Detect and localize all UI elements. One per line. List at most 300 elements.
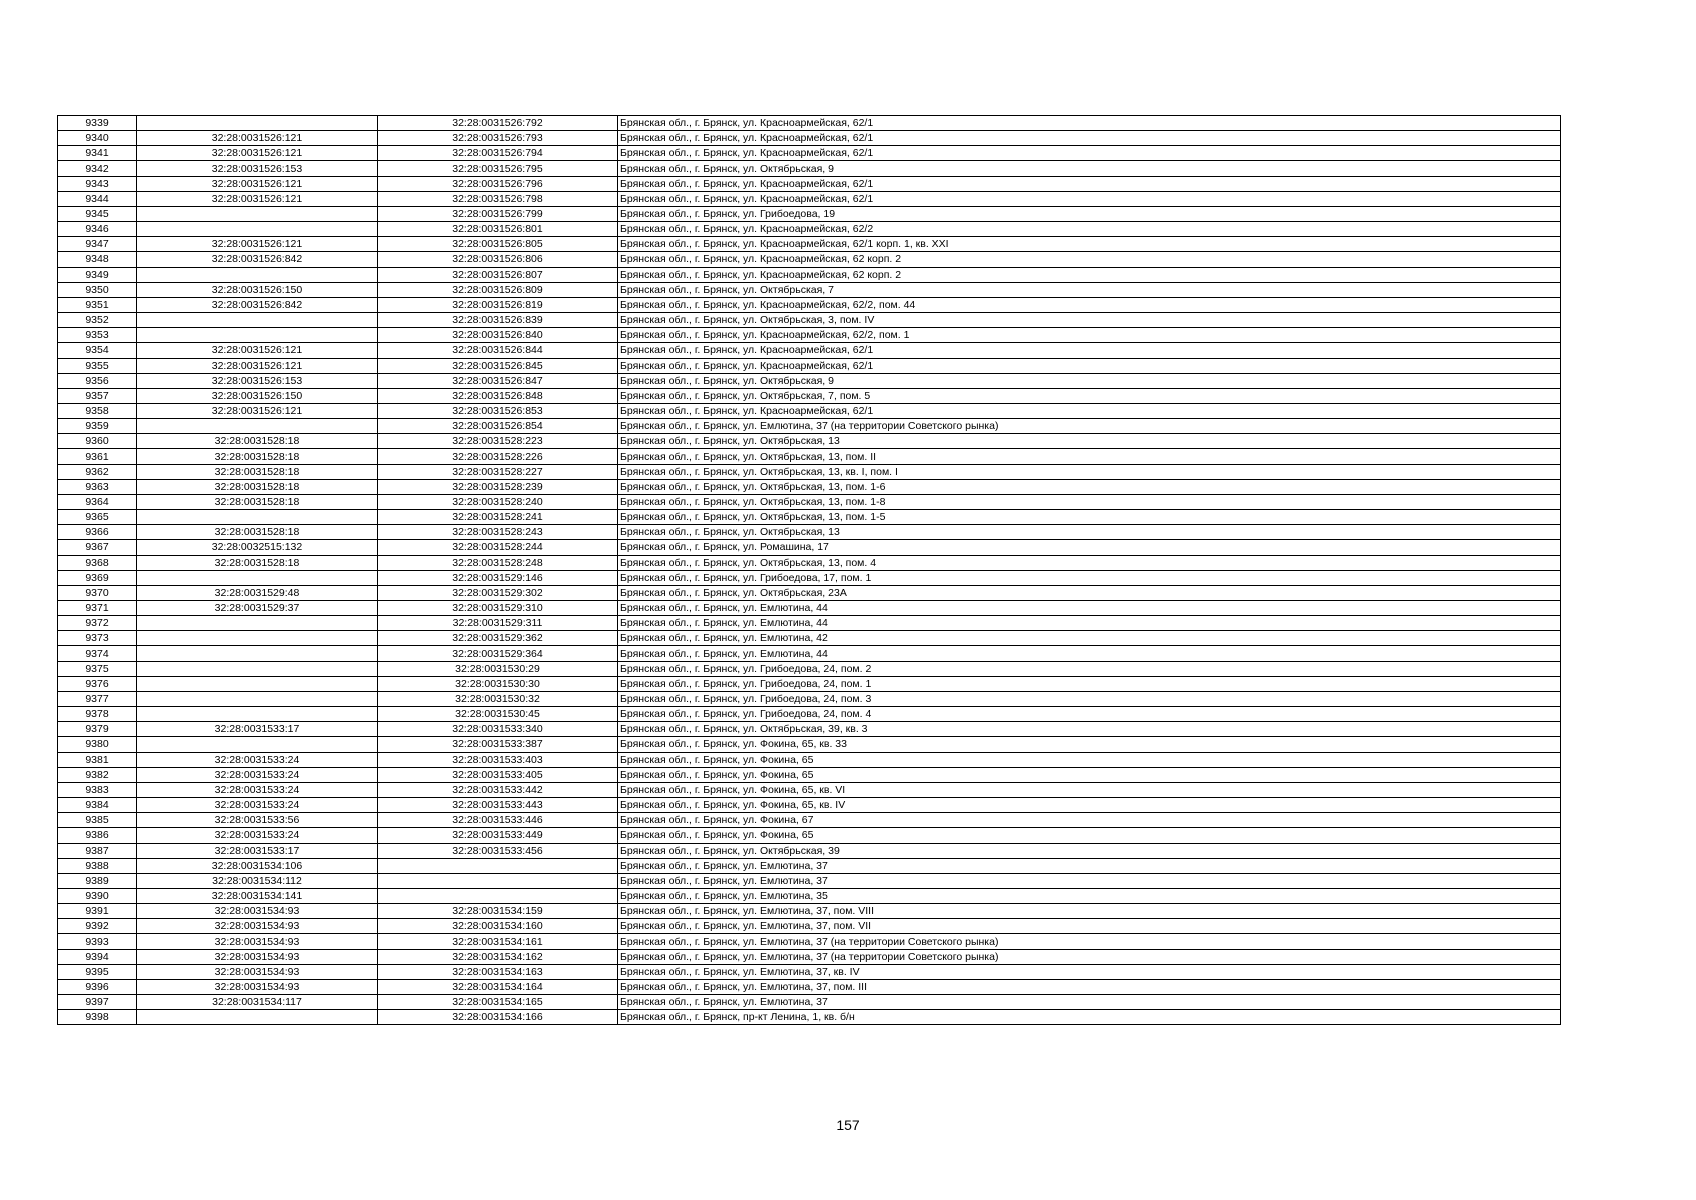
address-cell: Брянская обл., г. Брянск, ул. Фокина, 65 xyxy=(618,767,1561,782)
table-row xyxy=(58,449,1561,464)
cadastral-number-cell: 32:28:0031526:806 xyxy=(378,252,618,267)
table-row xyxy=(58,419,1561,434)
cadastral-number-cell: 32:28:0031530:29 xyxy=(378,661,618,676)
row-number-cell: 9389 xyxy=(58,873,137,888)
cadastral-number-cell: 32:28:0031526:847 xyxy=(378,373,618,388)
address-cell: Брянская обл., г. Брянск, ул. Фокина, 65, кв. 33 xyxy=(618,737,1561,752)
parent-cadastral-number-cell xyxy=(137,1010,378,1025)
row-number-cell: 9369 xyxy=(58,570,137,585)
address-cell: Брянская обл., г. Брянск, ул. Грибоедова, 24, пом. 2 xyxy=(618,661,1561,676)
parent-cadastral-number-cell: 32:28:0031534:141 xyxy=(137,888,378,903)
row-number-cell: 9357 xyxy=(58,388,137,403)
parent-cadastral-number-cell: 32:28:0031534:93 xyxy=(137,964,378,979)
address-cell: Брянская обл., г. Брянск, ул. Красноармейская, 62/1 xyxy=(618,403,1561,418)
cadastral-number-cell: 32:28:0031526:819 xyxy=(378,297,618,312)
address-cell: Брянская обл., г. Брянск, ул. Красноармейская, 62/1 xyxy=(618,176,1561,191)
cadastral-number-cell: 32:28:0031533:443 xyxy=(378,798,618,813)
parent-cadastral-number-cell: 32:28:0031528:18 xyxy=(137,449,378,464)
row-number-cell: 9394 xyxy=(58,949,137,964)
cadastral-number-cell: 32:28:0031528:223 xyxy=(378,434,618,449)
parent-cadastral-number-cell: 32:28:0031529:48 xyxy=(137,585,378,600)
address-cell: Брянская обл., г. Брянск, ул. Красноармейская, 62/2, пом. 1 xyxy=(618,328,1561,343)
address-cell: Брянская обл., г. Брянск, ул. Красноармейская, 62/2 xyxy=(618,222,1561,237)
row-number-cell: 9371 xyxy=(58,601,137,616)
parent-cadastral-number-cell: 32:28:0031533:24 xyxy=(137,828,378,843)
parent-cadastral-number-cell xyxy=(137,661,378,676)
row-number-cell: 9379 xyxy=(58,722,137,737)
address-cell: Брянская обл., г. Брянск, ул. Емлютина, 37 xyxy=(618,858,1561,873)
row-number-cell: 9349 xyxy=(58,267,137,282)
address-cell: Брянская обл., г. Брянск, ул. Грибоедова, 24, пом. 3 xyxy=(618,691,1561,706)
parent-cadastral-number-cell: 32:28:0032515:132 xyxy=(137,540,378,555)
address-cell: Брянская обл., г. Брянск, ул. Емлютина, 37 xyxy=(618,873,1561,888)
address-cell: Брянская обл., г. Брянск, ул. Емлютина, 37 (на территории Советского рынка) xyxy=(618,949,1561,964)
parent-cadastral-number-cell: 32:28:0031533:56 xyxy=(137,813,378,828)
address-cell: Брянская обл., г. Брянск, ул. Октябрьская, 13, пом. 1-5 xyxy=(618,510,1561,525)
address-cell: Брянская обл., г. Брянск, ул. Октябрьская, 13, пом. II xyxy=(618,449,1561,464)
row-number-cell: 9372 xyxy=(58,616,137,631)
parent-cadastral-number-cell: 32:28:0031526:121 xyxy=(137,146,378,161)
cadastral-number-cell: 32:28:0031534:159 xyxy=(378,904,618,919)
parent-cadastral-number-cell: 32:28:0031528:18 xyxy=(137,525,378,540)
table-row xyxy=(58,237,1561,252)
table-row xyxy=(58,464,1561,479)
parent-cadastral-number-cell xyxy=(137,737,378,752)
row-number-cell: 9347 xyxy=(58,237,137,252)
table-row xyxy=(58,873,1561,888)
table-row xyxy=(58,601,1561,616)
table-row xyxy=(58,434,1561,449)
cadastral-number-cell: 32:28:0031533:387 xyxy=(378,737,618,752)
cadastral-number-cell: 32:28:0031528:248 xyxy=(378,555,618,570)
address-cell: Брянская обл., г. Брянск, ул. Октябрьская, 9 xyxy=(618,161,1561,176)
parent-cadastral-number-cell xyxy=(137,313,378,328)
address-cell: Брянская обл., г. Брянск, ул. Фокина, 65, кв. IV xyxy=(618,798,1561,813)
cadastral-number-cell: 32:28:0031530:45 xyxy=(378,707,618,722)
cadastral-number-cell xyxy=(378,888,618,903)
parent-cadastral-number-cell: 32:28:0031528:18 xyxy=(137,555,378,570)
cadastral-number-cell: 32:28:0031526:795 xyxy=(378,161,618,176)
address-cell: Брянская обл., г. Брянск, ул. Грибоедова, 17, пом. 1 xyxy=(618,570,1561,585)
address-cell: Брянская обл., г. Брянск, ул. Грибоедова, 24, пом. 4 xyxy=(618,707,1561,722)
cadastral-number-cell: 32:28:0031533:442 xyxy=(378,782,618,797)
table-row xyxy=(58,995,1561,1010)
row-number-cell: 9351 xyxy=(58,297,137,312)
cadastral-number-cell: 32:28:0031526:809 xyxy=(378,282,618,297)
address-cell: Брянская обл., г. Брянск, ул. Октябрьская, 23А xyxy=(618,585,1561,600)
address-cell: Брянская обл., г. Брянск, ул. Красноармейская, 62/1 xyxy=(618,358,1561,373)
cadastral-number-cell: 32:28:0031534:165 xyxy=(378,995,618,1010)
table-row xyxy=(58,176,1561,191)
address-cell: Брянская обл., г. Брянск, пр-кт Ленина, 1, кв. б/н xyxy=(618,1010,1561,1025)
address-cell: Брянская обл., г. Брянск, ул. Октябрьская, 13 xyxy=(618,434,1561,449)
row-number-cell: 9344 xyxy=(58,191,137,206)
parent-cadastral-number-cell: 32:28:0031529:37 xyxy=(137,601,378,616)
parent-cadastral-number-cell xyxy=(137,206,378,221)
row-number-cell: 9378 xyxy=(58,707,137,722)
table-row xyxy=(58,858,1561,873)
table-row xyxy=(58,206,1561,221)
row-number-cell: 9356 xyxy=(58,373,137,388)
row-number-cell: 9386 xyxy=(58,828,137,843)
row-number-cell: 9358 xyxy=(58,403,137,418)
parent-cadastral-number-cell xyxy=(137,691,378,706)
address-cell: Брянская обл., г. Брянск, ул. Октябрьская, 39, кв. 3 xyxy=(618,722,1561,737)
cadastral-number-cell: 32:28:0031528:241 xyxy=(378,510,618,525)
table-row xyxy=(58,737,1561,752)
address-cell: Брянская обл., г. Брянск, ул. Емлютина, 44 xyxy=(618,616,1561,631)
table-row xyxy=(58,888,1561,903)
cadastral-number-cell: 32:28:0031528:243 xyxy=(378,525,618,540)
table-row xyxy=(58,570,1561,585)
parent-cadastral-number-cell xyxy=(137,267,378,282)
address-cell: Брянская обл., г. Брянск, ул. Фокина, 65 xyxy=(618,752,1561,767)
cadastral-number-cell: 32:28:0031526:796 xyxy=(378,176,618,191)
table-row xyxy=(58,979,1561,994)
cadastral-number-cell: 32:28:0031528:240 xyxy=(378,494,618,509)
row-number-cell: 9392 xyxy=(58,919,137,934)
cadastral-number-cell: 32:28:0031529:362 xyxy=(378,631,618,646)
table-row xyxy=(58,676,1561,691)
table-row xyxy=(58,964,1561,979)
address-cell: Брянская обл., г. Брянск, ул. Грибоедова, 24, пом. 1 xyxy=(618,676,1561,691)
address-cell: Брянская обл., г. Брянск, ул. Фокина, 67 xyxy=(618,813,1561,828)
row-number-cell: 9355 xyxy=(58,358,137,373)
table-row xyxy=(58,707,1561,722)
cadastral-number-cell: 32:28:0031526:845 xyxy=(378,358,618,373)
row-number-cell: 9391 xyxy=(58,904,137,919)
row-number-cell: 9383 xyxy=(58,782,137,797)
row-number-cell: 9362 xyxy=(58,464,137,479)
parent-cadastral-number-cell: 32:28:0031526:842 xyxy=(137,252,378,267)
cadastral-number-cell: 32:28:0031533:403 xyxy=(378,752,618,767)
address-cell: Брянская обл., г. Брянск, ул. Емлютина, 37, пом. VII xyxy=(618,919,1561,934)
parent-cadastral-number-cell: 32:28:0031533:24 xyxy=(137,752,378,767)
table-row xyxy=(58,767,1561,782)
table-row xyxy=(58,161,1561,176)
parent-cadastral-number-cell: 32:28:0031528:18 xyxy=(137,464,378,479)
parent-cadastral-number-cell: 32:28:0031533:17 xyxy=(137,722,378,737)
cadastral-number-cell: 32:28:0031533:405 xyxy=(378,767,618,782)
address-cell: Брянская обл., г. Брянск, ул. Красноармейская, 62/1 xyxy=(618,116,1561,131)
table-row xyxy=(58,661,1561,676)
address-cell: Брянская обл., г. Брянск, ул. Емлютина, 37 (на территории Советского рынка) xyxy=(618,419,1561,434)
row-number-cell: 9350 xyxy=(58,282,137,297)
table-row xyxy=(58,646,1561,661)
row-number-cell: 9360 xyxy=(58,434,137,449)
row-number-cell: 9376 xyxy=(58,676,137,691)
table-row xyxy=(58,191,1561,206)
address-cell: Брянская обл., г. Брянск, ул. Красноармейская, 62/1 xyxy=(618,146,1561,161)
cadastral-number-cell: 32:28:0031533:449 xyxy=(378,828,618,843)
table-row xyxy=(58,297,1561,312)
parent-cadastral-number-cell: 32:28:0031533:24 xyxy=(137,798,378,813)
parent-cadastral-number-cell: 32:28:0031526:121 xyxy=(137,191,378,206)
table-row xyxy=(58,752,1561,767)
cadastral-number-cell: 32:28:0031526:854 xyxy=(378,419,618,434)
row-number-cell: 9388 xyxy=(58,858,137,873)
row-number-cell: 9353 xyxy=(58,328,137,343)
cadastral-number-cell: 32:28:0031534:160 xyxy=(378,919,618,934)
address-cell: Брянская обл., г. Брянск, ул. Ромашина, 17 xyxy=(618,540,1561,555)
row-number-cell: 9381 xyxy=(58,752,137,767)
address-cell: Брянская обл., г. Брянск, ул. Емлютина, 37 (на территории Советского рынка) xyxy=(618,934,1561,949)
parent-cadastral-number-cell: 32:28:0031534:93 xyxy=(137,904,378,919)
row-number-cell: 9398 xyxy=(58,1010,137,1025)
address-cell: Брянская обл., г. Брянск, ул. Емлютина, 37, пом. III xyxy=(618,979,1561,994)
cadastral-number-cell xyxy=(378,858,618,873)
parent-cadastral-number-cell: 32:28:0031526:150 xyxy=(137,388,378,403)
cadastral-number-cell: 32:28:0031526:793 xyxy=(378,131,618,146)
registry-table-body xyxy=(58,116,1561,1025)
cadastral-number-cell: 32:28:0031533:456 xyxy=(378,843,618,858)
address-cell: Брянская обл., г. Брянск, ул. Емлютина, 37, пом. VIII xyxy=(618,904,1561,919)
parent-cadastral-number-cell xyxy=(137,707,378,722)
address-cell: Брянская обл., г. Брянск, ул. Октябрьская, 7 xyxy=(618,282,1561,297)
row-number-cell: 9370 xyxy=(58,585,137,600)
parent-cadastral-number-cell xyxy=(137,631,378,646)
row-number-cell: 9397 xyxy=(58,995,137,1010)
address-cell: Брянская обл., г. Брянск, ул. Емлютина, 44 xyxy=(618,646,1561,661)
address-cell: Брянская обл., г. Брянск, ул. Красноармейская, 62 корп. 2 xyxy=(618,252,1561,267)
address-cell: Брянская обл., г. Брянск, ул. Емлютина, 42 xyxy=(618,631,1561,646)
table-row xyxy=(58,479,1561,494)
table-row xyxy=(58,691,1561,706)
parent-cadastral-number-cell xyxy=(137,646,378,661)
table-row xyxy=(58,904,1561,919)
parent-cadastral-number-cell: 32:28:0031534:112 xyxy=(137,873,378,888)
table-row xyxy=(58,313,1561,328)
row-number-cell: 9390 xyxy=(58,888,137,903)
row-number-cell: 9346 xyxy=(58,222,137,237)
parent-cadastral-number-cell: 32:28:0031526:121 xyxy=(137,237,378,252)
cadastral-number-cell: 32:28:0031534:166 xyxy=(378,1010,618,1025)
cadastral-number-cell: 32:28:0031530:32 xyxy=(378,691,618,706)
cadastral-number-cell: 32:28:0031526:839 xyxy=(378,313,618,328)
table-row xyxy=(58,267,1561,282)
address-cell: Брянская обл., г. Брянск, ул. Красноармейская, 62 корп. 2 xyxy=(618,267,1561,282)
table-row xyxy=(58,328,1561,343)
address-cell: Брянская обл., г. Брянск, ул. Октябрьская, 13 xyxy=(618,525,1561,540)
cadastral-number-cell: 32:28:0031533:340 xyxy=(378,722,618,737)
row-number-cell: 9361 xyxy=(58,449,137,464)
row-number-cell: 9375 xyxy=(58,661,137,676)
row-number-cell: 9393 xyxy=(58,934,137,949)
parent-cadastral-number-cell: 32:28:0031534:93 xyxy=(137,934,378,949)
table-row xyxy=(58,949,1561,964)
address-cell: Брянская обл., г. Брянск, ул. Красноармейская, 62/2, пом. 44 xyxy=(618,297,1561,312)
cadastral-number-cell: 32:28:0031534:163 xyxy=(378,964,618,979)
row-number-cell: 9395 xyxy=(58,964,137,979)
address-cell: Брянская обл., г. Брянск, ул. Емлютина, 44 xyxy=(618,601,1561,616)
row-number-cell: 9339 xyxy=(58,116,137,131)
row-number-cell: 9366 xyxy=(58,525,137,540)
row-number-cell: 9396 xyxy=(58,979,137,994)
cadastral-number-cell: 32:28:0031529:302 xyxy=(378,585,618,600)
cadastral-number-cell: 32:28:0031529:310 xyxy=(378,601,618,616)
table-row xyxy=(58,222,1561,237)
table-row xyxy=(58,919,1561,934)
cadastral-number-cell: 32:28:0031528:244 xyxy=(378,540,618,555)
parent-cadastral-number-cell: 32:28:0031526:121 xyxy=(137,131,378,146)
cadastral-number-cell: 32:28:0031526:798 xyxy=(378,191,618,206)
parent-cadastral-number-cell: 32:28:0031533:24 xyxy=(137,767,378,782)
cadastral-number-cell: 32:28:0031534:162 xyxy=(378,949,618,964)
page-number: 157 xyxy=(836,1117,860,1133)
address-cell: Брянская обл., г. Брянск, ул. Октябрьская, 13, пом. 1-8 xyxy=(618,494,1561,509)
row-number-cell: 9363 xyxy=(58,479,137,494)
parent-cadastral-number-cell xyxy=(137,510,378,525)
table-row xyxy=(58,722,1561,737)
row-number-cell: 9340 xyxy=(58,131,137,146)
cadastral-number-cell: 32:28:0031529:364 xyxy=(378,646,618,661)
row-number-cell: 9365 xyxy=(58,510,137,525)
parent-cadastral-number-cell: 32:28:0031526:121 xyxy=(137,358,378,373)
parent-cadastral-number-cell: 32:28:0031534:106 xyxy=(137,858,378,873)
row-number-cell: 9348 xyxy=(58,252,137,267)
parent-cadastral-number-cell: 32:28:0031526:153 xyxy=(137,373,378,388)
cadastral-number-cell: 32:28:0031529:311 xyxy=(378,616,618,631)
table-row xyxy=(58,798,1561,813)
parent-cadastral-number-cell xyxy=(137,419,378,434)
cadastral-number-cell: 32:28:0031526:840 xyxy=(378,328,618,343)
parent-cadastral-number-cell: 32:28:0031526:150 xyxy=(137,282,378,297)
table-row xyxy=(58,116,1561,131)
address-cell: Брянская обл., г. Брянск, ул. Фокина, 65, кв. VI xyxy=(618,782,1561,797)
address-cell: Брянская обл., г. Брянск, ул. Емлютина, 35 xyxy=(618,888,1561,903)
row-number-cell: 9367 xyxy=(58,540,137,555)
cadastral-number-cell: 32:28:0031526:801 xyxy=(378,222,618,237)
row-number-cell: 9380 xyxy=(58,737,137,752)
parent-cadastral-number-cell xyxy=(137,328,378,343)
table-row xyxy=(58,540,1561,555)
table-row xyxy=(58,510,1561,525)
row-number-cell: 9341 xyxy=(58,146,137,161)
parent-cadastral-number-cell: 32:28:0031528:18 xyxy=(137,479,378,494)
cadastral-number-cell: 32:28:0031528:226 xyxy=(378,449,618,464)
row-number-cell: 9364 xyxy=(58,494,137,509)
address-cell: Брянская обл., г. Брянск, ул. Октябрьская, 13, кв. I, пом. I xyxy=(618,464,1561,479)
table-row xyxy=(58,585,1561,600)
cadastral-number-cell: 32:28:0031534:164 xyxy=(378,979,618,994)
cadastral-number-cell: 32:28:0031526:794 xyxy=(378,146,618,161)
address-cell: Брянская обл., г. Брянск, ул. Октябрьская, 39 xyxy=(618,843,1561,858)
address-cell: Брянская обл., г. Брянск, ул. Октябрьская, 13, пом. 4 xyxy=(618,555,1561,570)
row-number-cell: 9354 xyxy=(58,343,137,358)
row-number-cell: 9345 xyxy=(58,206,137,221)
address-cell: Брянская обл., г. Брянск, ул. Октябрьская, 9 xyxy=(618,373,1561,388)
cadastral-number-cell: 32:28:0031528:239 xyxy=(378,479,618,494)
table-row xyxy=(58,146,1561,161)
cadastral-number-cell: 32:28:0031526:848 xyxy=(378,388,618,403)
parent-cadastral-number-cell xyxy=(137,676,378,691)
row-number-cell: 9384 xyxy=(58,798,137,813)
parent-cadastral-number-cell: 32:28:0031526:121 xyxy=(137,176,378,191)
table-row xyxy=(58,343,1561,358)
table-row xyxy=(58,1010,1561,1025)
address-cell: Брянская обл., г. Брянск, ул. Октябрьская, 3, пом. IV xyxy=(618,313,1561,328)
row-number-cell: 9343 xyxy=(58,176,137,191)
row-number-cell: 9377 xyxy=(58,691,137,706)
row-number-cell: 9373 xyxy=(58,631,137,646)
parent-cadastral-number-cell: 32:28:0031533:17 xyxy=(137,843,378,858)
table-row xyxy=(58,782,1561,797)
cadastral-number-cell: 32:28:0031526:805 xyxy=(378,237,618,252)
parent-cadastral-number-cell: 32:28:0031526:121 xyxy=(137,403,378,418)
table-row xyxy=(58,494,1561,509)
parent-cadastral-number-cell: 32:28:0031534:93 xyxy=(137,979,378,994)
cadastral-number-cell: 32:28:0031526:844 xyxy=(378,343,618,358)
table-row xyxy=(58,843,1561,858)
table-row xyxy=(58,616,1561,631)
address-cell: Брянская обл., г. Брянск, ул. Красноармейская, 62/1 xyxy=(618,191,1561,206)
parent-cadastral-number-cell xyxy=(137,222,378,237)
table-row xyxy=(58,813,1561,828)
table-row xyxy=(58,388,1561,403)
row-number-cell: 9359 xyxy=(58,419,137,434)
address-cell: Брянская обл., г. Брянск, ул. Красноармейская, 62/1 корп. 1, кв. XXI xyxy=(618,237,1561,252)
parent-cadastral-number-cell: 32:28:0031528:18 xyxy=(137,434,378,449)
row-number-cell: 9387 xyxy=(58,843,137,858)
parent-cadastral-number-cell: 32:28:0031534:93 xyxy=(137,949,378,964)
parent-cadastral-number-cell: 32:28:0031533:24 xyxy=(137,782,378,797)
cadastral-number-cell: 32:28:0031526:807 xyxy=(378,267,618,282)
parent-cadastral-number-cell xyxy=(137,570,378,585)
cadastral-number-cell: 32:28:0031526:792 xyxy=(378,116,618,131)
table-row xyxy=(58,934,1561,949)
cadastral-number-cell: 32:28:0031529:146 xyxy=(378,570,618,585)
row-number-cell: 9382 xyxy=(58,767,137,782)
parent-cadastral-number-cell: 32:28:0031526:842 xyxy=(137,297,378,312)
parent-cadastral-number-cell xyxy=(137,616,378,631)
parent-cadastral-number-cell: 32:28:0031534:93 xyxy=(137,919,378,934)
address-cell: Брянская обл., г. Брянск, ул. Октябрьская, 13, пом. 1-6 xyxy=(618,479,1561,494)
table-row xyxy=(58,631,1561,646)
table-row xyxy=(58,373,1561,388)
table-row xyxy=(58,282,1561,297)
cadastral-number-cell xyxy=(378,873,618,888)
address-cell: Брянская обл., г. Брянск, ул. Красноармейская, 62/1 xyxy=(618,131,1561,146)
table-row xyxy=(58,131,1561,146)
parent-cadastral-number-cell: 32:28:0031528:18 xyxy=(137,494,378,509)
parent-cadastral-number-cell: 32:28:0031526:121 xyxy=(137,343,378,358)
parent-cadastral-number-cell: 32:28:0031534:117 xyxy=(137,995,378,1010)
row-number-cell: 9352 xyxy=(58,313,137,328)
table-row xyxy=(58,403,1561,418)
row-number-cell: 9368 xyxy=(58,555,137,570)
cadastral-number-cell: 32:28:0031528:227 xyxy=(378,464,618,479)
table-row xyxy=(58,252,1561,267)
cadastral-number-cell: 32:28:0031534:161 xyxy=(378,934,618,949)
table-row xyxy=(58,358,1561,373)
cadastral-number-cell: 32:28:0031526:799 xyxy=(378,206,618,221)
registry-table xyxy=(57,115,1561,1025)
table-row xyxy=(58,555,1561,570)
address-cell: Брянская обл., г. Брянск, ул. Грибоедова, 19 xyxy=(618,206,1561,221)
row-number-cell: 9342 xyxy=(58,161,137,176)
cadastral-number-cell: 32:28:0031526:853 xyxy=(378,403,618,418)
row-number-cell: 9374 xyxy=(58,646,137,661)
address-cell: Брянская обл., г. Брянск, ул. Красноармейская, 62/1 xyxy=(618,343,1561,358)
address-cell: Брянская обл., г. Брянск, ул. Емлютина, 37 xyxy=(618,995,1561,1010)
parent-cadastral-number-cell xyxy=(137,116,378,131)
address-cell: Брянская обл., г. Брянск, ул. Октябрьская, 7, пом. 5 xyxy=(618,388,1561,403)
address-cell: Брянская обл., г. Брянск, ул. Емлютина, 37, кв. IV xyxy=(618,964,1561,979)
parent-cadastral-number-cell: 32:28:0031526:153 xyxy=(137,161,378,176)
cadastral-number-cell: 32:28:0031533:446 xyxy=(378,813,618,828)
address-cell: Брянская обл., г. Брянск, ул. Фокина, 65 xyxy=(618,828,1561,843)
row-number-cell: 9385 xyxy=(58,813,137,828)
